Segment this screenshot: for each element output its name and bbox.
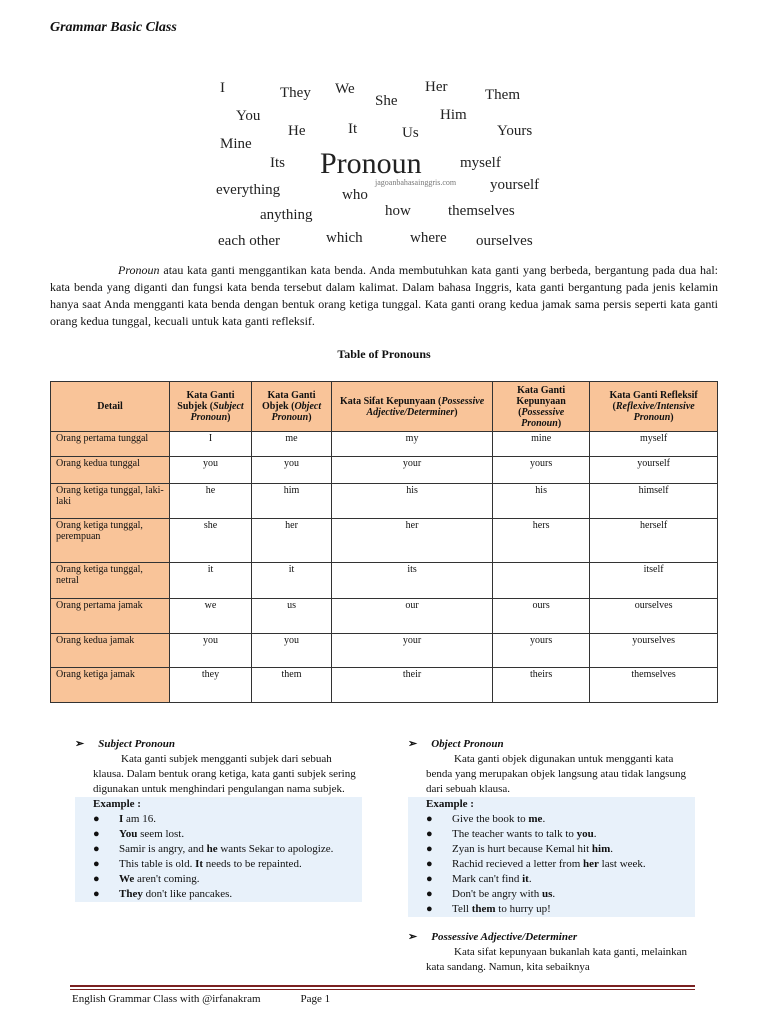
pronoun-cell: yours <box>493 457 590 484</box>
pronoun-cell: their <box>332 668 493 703</box>
footer-credit: English Grammar Class with @irfanakram <box>72 993 261 1005</box>
cloud-word: It <box>348 121 358 137</box>
cloud-word: You <box>236 108 261 124</box>
row-detail-cell: Orang ketiga tunggal, perempuan <box>51 519 170 563</box>
cloud-word: anything <box>260 207 313 223</box>
row-detail-cell: Orang kedua tunggal <box>51 457 170 484</box>
cloud-word: She <box>375 93 398 109</box>
example-text: Give the book to <box>452 813 529 825</box>
table-row <box>51 563 718 599</box>
example-text: to hurry up! <box>495 903 551 915</box>
bullet-icon: ● <box>93 843 100 855</box>
pronoun-cell: your <box>332 634 493 668</box>
pronoun-cell: himself <box>590 484 718 519</box>
cloud-word: each other <box>218 233 281 249</box>
example-text: last week. <box>598 858 646 870</box>
example-item <box>408 857 695 872</box>
bullet-icon: ● <box>426 828 433 840</box>
pronoun-cell: they <box>170 668 252 703</box>
object-example-label: Example : <box>426 798 474 810</box>
bullet-icon: ● <box>426 888 433 900</box>
table-row <box>51 432 718 457</box>
pronoun-cell: ours <box>493 599 590 634</box>
example-text: This table is old. <box>119 858 196 870</box>
example-text: The teacher wants to talk to <box>452 828 577 840</box>
row-detail-cell: Orang pertama tunggal <box>51 432 170 457</box>
page-footer <box>72 993 330 1005</box>
example-item <box>75 842 362 857</box>
example-text: Don't be angry with <box>452 888 542 900</box>
example-text: . <box>542 813 546 825</box>
pronoun-cell: herself <box>590 519 718 563</box>
cloud-word: everything <box>216 182 281 198</box>
row-detail-cell: Orang pertama jamak <box>51 599 170 634</box>
pronoun-cell: it <box>251 563 331 599</box>
subject-example-list <box>75 812 362 902</box>
pronoun-cell: yourself <box>590 457 718 484</box>
bullet-icon: ● <box>426 843 433 855</box>
table-row <box>51 599 718 634</box>
pronoun-cell: we <box>170 599 252 634</box>
example-pronoun: he <box>206 843 218 855</box>
example-item <box>408 902 695 917</box>
cloud-word: themselves <box>448 203 515 219</box>
example-pronoun: them <box>471 903 496 915</box>
example-item <box>75 827 362 842</box>
pronoun-cell: you <box>170 634 252 668</box>
cloud-word: how <box>385 203 411 219</box>
example-item <box>75 857 362 872</box>
object-pronoun-description: Kata ganti objek digunakan untuk mengganti kata benda yang merupakan objek langsung atau tidak langsung dari sebuah klausa. <box>426 753 686 795</box>
example-pronoun: her <box>583 858 599 870</box>
example-item <box>408 827 695 842</box>
pronoun-cell: hers <box>493 519 590 563</box>
intro-lead-term: Pronoun <box>118 263 160 277</box>
cloud-word: myself <box>460 155 501 171</box>
table-row <box>51 484 718 519</box>
example-text: . <box>528 873 532 885</box>
pronoun-cell: me <box>251 432 331 457</box>
subject-pronoun-section <box>75 737 362 902</box>
example-text: . <box>552 888 556 900</box>
possessive-adjective-title: ➢ Possessive Adjective/Determiner <box>408 931 578 943</box>
pronoun-table <box>50 381 718 703</box>
bullet-icon: ● <box>426 813 433 825</box>
header-subject: Kata Ganti Subjek (Subject Pronoun) <box>170 382 252 432</box>
pronoun-cell: us <box>251 599 331 634</box>
pronoun-cell: ourselves <box>590 599 718 634</box>
example-pronoun: him <box>591 843 611 855</box>
example-text: aren't coming. <box>134 873 200 885</box>
header-reflexive: Kata Ganti Refleksif (Reflexive/Intensive Pronoun) <box>590 382 718 432</box>
example-text: Rachid recieved a letter from <box>452 858 584 870</box>
pronoun-cell: it <box>170 563 252 599</box>
page-number: Page 1 <box>300 993 331 1005</box>
pronoun-cell: your <box>332 457 493 484</box>
intro-paragraph <box>50 262 718 330</box>
example-text: . <box>593 828 597 840</box>
bullet-icon: ● <box>93 873 100 885</box>
cloud-word: Yours <box>497 123 533 139</box>
row-detail-cell: Orang ketiga jamak <box>51 668 170 703</box>
row-detail-cell: Orang kedua jamak <box>51 634 170 668</box>
pronoun-word-cloud-image <box>210 75 550 255</box>
cloud-word: Its <box>270 155 285 171</box>
subject-example-box <box>75 797 362 902</box>
pronoun-cell: themselves <box>590 668 718 703</box>
cloud-word: Him <box>440 107 467 123</box>
bullet-icon: ● <box>93 888 100 900</box>
example-pronoun: I <box>119 813 124 825</box>
pronoun-cell: mine <box>493 432 590 457</box>
pronoun-cell: myself <box>590 432 718 457</box>
example-pronoun: They <box>119 888 143 900</box>
intro-text: atau kata ganti menggantikan kata benda. Anda membutuhkan kata ganti yang berbeda, bergantung pada dua hal: kata benda yang diganti dan fungsi kata benda tersebut dalam kalimat. Dalam bahasa Inggris, kata ganti bergantung pada jenis kelamin hanya saat Anda mengganti kata benda dengan bentuk orang ketiga tunggal. Kata ganti orang kedua jamak sama persis seperti kata ganti orang kedua tunggal, kecuali untuk kata ganti refleksif. <box>50 263 718 328</box>
pronoun-cell: she <box>170 519 252 563</box>
footer-rule <box>70 985 695 987</box>
example-text: Mark can't find <box>452 873 523 885</box>
footer-rule-thin <box>70 989 695 990</box>
cloud-word: which <box>326 230 363 246</box>
example-text: Tell <box>452 903 472 915</box>
bullet-icon: ● <box>426 858 433 870</box>
pronoun-cell: you <box>170 457 252 484</box>
pronoun-cell: our <box>332 599 493 634</box>
pronoun-cell: I <box>170 432 252 457</box>
pronoun-cell <box>493 563 590 599</box>
table-row <box>51 634 718 668</box>
example-pronoun: You <box>119 828 138 840</box>
cloud-word: He <box>288 123 306 139</box>
object-example-box <box>408 797 695 917</box>
header-detail: Detail <box>51 382 170 432</box>
example-text: seem lost. <box>137 828 185 840</box>
example-item <box>408 887 695 902</box>
pronoun-cell: you <box>251 634 331 668</box>
cloud-watermark: jagoanbahasainggris.com <box>375 178 457 187</box>
cloud-word: where <box>410 230 447 246</box>
example-pronoun: It <box>195 858 204 870</box>
pronoun-cell: them <box>251 668 331 703</box>
pronoun-cell: you <box>251 457 331 484</box>
subject-example-label: Example : <box>93 798 141 810</box>
cloud-word: Her <box>425 79 448 95</box>
example-pronoun: you <box>576 828 594 840</box>
object-pronoun-title: ➢ Object Pronoun <box>408 738 504 750</box>
example-item <box>408 812 695 827</box>
cloud-word: I <box>220 80 225 96</box>
example-text: don't like pancakes. <box>142 888 233 900</box>
cloud-word: Them <box>485 87 520 103</box>
bullet-icon: ● <box>426 903 433 915</box>
example-item <box>75 812 362 827</box>
pronoun-cell: him <box>251 484 331 519</box>
pronoun-cell: his <box>332 484 493 519</box>
cloud-word: They <box>280 85 311 101</box>
pronoun-cell: itself <box>590 563 718 599</box>
subject-pronoun-description: Kata ganti subjek mengganti subjek dari sebuah klausa. Dalam bentuk orang ketiga, kata ganti subjek sering digunakan untuk menghindari pengulangan nama subjek. <box>93 753 356 795</box>
cloud-word: who <box>342 187 368 203</box>
example-item <box>75 887 362 902</box>
pronoun-cell: her <box>251 519 331 563</box>
pronoun-cell: its <box>332 563 493 599</box>
pronoun-cell: my <box>332 432 493 457</box>
pronoun-cell: yours <box>493 634 590 668</box>
example-text: needs to be repainted. <box>203 858 302 870</box>
possessive-adjective-description: Kata sifat kepunyaan bukanlah kata ganti, melainkan kata sandang. Namun, kita sebaiknya <box>426 946 688 973</box>
table-row <box>51 668 718 703</box>
example-text: Samir is angry, and <box>119 843 207 855</box>
example-item <box>408 842 695 857</box>
bullet-icon: ● <box>93 813 100 825</box>
object-pronoun-section <box>408 737 695 917</box>
bullet-icon: ● <box>93 858 100 870</box>
cloud-word: yourself <box>490 177 540 193</box>
pronoun-cell: he <box>170 484 252 519</box>
pronoun-cell: her <box>332 519 493 563</box>
example-text: wants Sekar to apologize. <box>217 843 334 855</box>
example-pronoun: us <box>541 888 553 900</box>
cloud-word: Mine <box>220 136 252 152</box>
example-text: . <box>610 843 613 855</box>
object-example-list <box>408 812 695 917</box>
cloud-word: We <box>335 81 355 97</box>
document-header: Grammar Basic Class <box>50 20 177 35</box>
cloud-word: ourselves <box>476 233 533 249</box>
possessive-adjective-section <box>408 930 695 975</box>
bullet-icon: ● <box>426 873 433 885</box>
table-row <box>51 457 718 484</box>
header-possessive-pronoun: Kata Ganti Kepunyaan (Possessive Pronoun) <box>493 382 590 432</box>
pronoun-cell: yourselves <box>590 634 718 668</box>
example-pronoun: me <box>528 813 543 825</box>
pronoun-cell: his <box>493 484 590 519</box>
pronoun-cell: theirs <box>493 668 590 703</box>
bullet-icon: ● <box>93 828 100 840</box>
row-detail-cell: Orang ketiga tunggal, netral <box>51 563 170 599</box>
example-item <box>75 872 362 887</box>
table-header-row <box>51 382 718 432</box>
cloud-center-word: Pronoun <box>320 147 422 180</box>
example-text: am 16. <box>123 813 156 825</box>
header-object: Kata Ganti Objek (Object Pronoun) <box>251 382 331 432</box>
cloud-word: Us <box>402 125 419 141</box>
row-detail-cell: Orang ketiga tunggal, laki-laki <box>51 484 170 519</box>
table-row <box>51 519 718 563</box>
subject-pronoun-title: ➢ Subject Pronoun <box>75 738 175 750</box>
table-caption: Table of Pronouns <box>337 347 431 361</box>
example-text: Zyan is hurt because Kemal hit <box>452 843 592 855</box>
header-possessive-adjective: Kata Sifat Kepunyaan (Possessive Adjective/Determiner) <box>332 382 493 432</box>
example-pronoun: We <box>119 873 135 885</box>
example-pronoun: it <box>522 873 529 885</box>
example-item <box>408 872 695 887</box>
